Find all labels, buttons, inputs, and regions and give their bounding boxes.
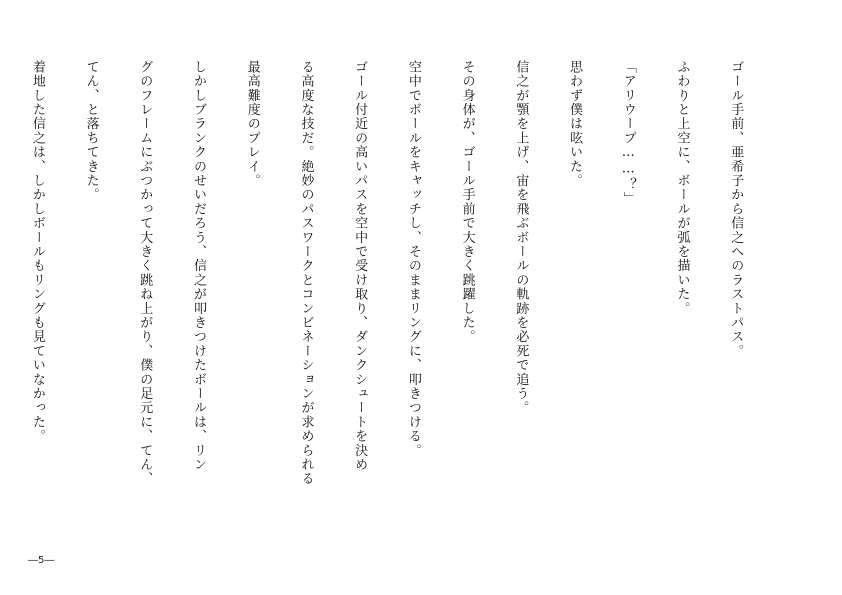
text-line: てん、と落ちてきた。 [83,60,99,202]
page-number: ―5― [28,555,55,566]
text-line: 「アリウープ……？」 [620,60,636,206]
text-line: 最高難度のプレイ。 [244,60,260,188]
text-line: その身体が、ゴール手前で大きく跳躍した。 [459,60,475,344]
text-line: 着地した信之は、しかしボールもリングも見ていなかった。 [29,60,45,444]
text-line: グのフレームにぶつかって大きく跳ね上がり、僕の足元に、てん、 [137,60,153,486]
text-line: しかしブランクのせいだろう、信之が叩きつけたボールは、リン [191,60,206,472]
text-line: る高度な技だ。絶妙のパスワークとコンビネーションが求められる [298,60,314,486]
body-text [0,60,780,530]
text-line: 思わず僕は呟いた。 [567,60,583,188]
text-line: ふわりと上空に、ボールが弧を描いた。 [674,60,690,316]
text-line: ゴール手前、亜希子から信之へのラストパス。 [728,60,744,359]
text-line: 信之が顎を上げ、宙を飛ぶボールの軌跡を必死で追う。 [513,60,529,415]
text-line: 空中でボールをキャッチし、そのままリングに、叩きつける。 [405,60,421,458]
text-line: ゴール付近の高いパスを空中で受け取り、ダンクシュートを決め [352,60,368,472]
